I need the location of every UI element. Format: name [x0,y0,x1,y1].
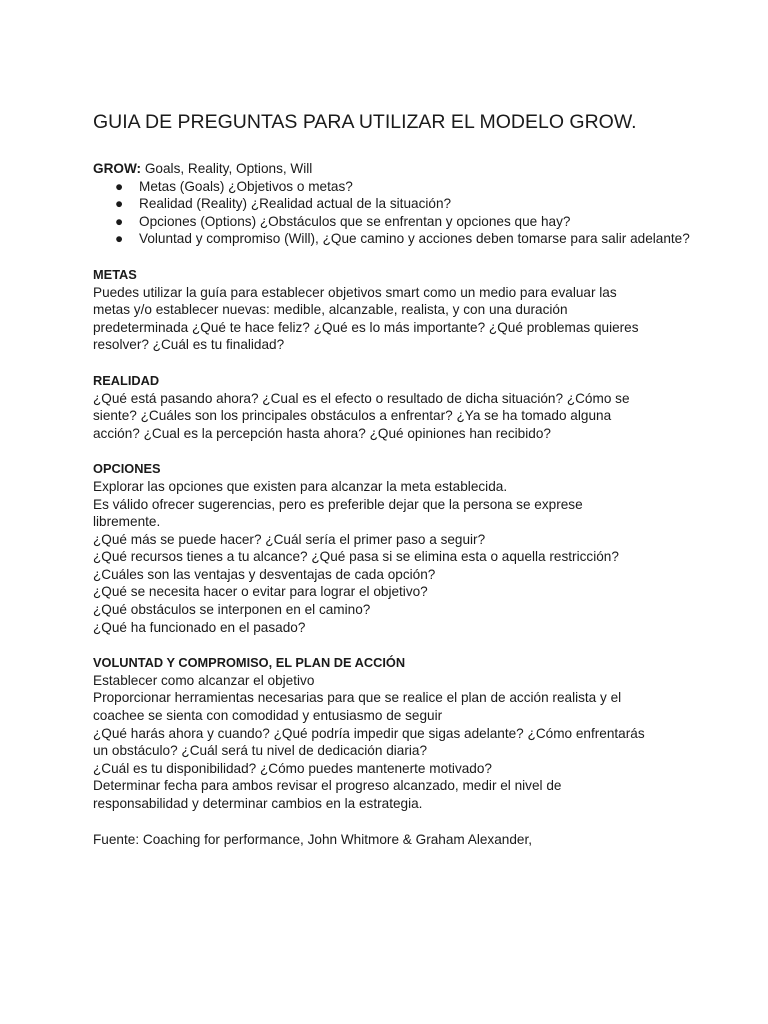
list-item-text: Voluntad y compromiso (Will), ¿Que camino y acciones deben tomarse para salir adelante? [139,231,690,247]
list-item [93,178,693,196]
section-heading: VOLUNTAD Y COMPROMISO, EL PLAN DE ACCIÓN [93,655,406,671]
bullet-icon: ● [115,231,124,247]
paragraph-line: siente? ¿Cuáles son los principales obstáculos a enfrentar? ¿Ya se ha tomado alguna [93,408,612,424]
paragraph-line: ¿Cuáles son las ventajas y desventajas de cada opción? [93,566,436,582]
section-opciones [93,460,693,636]
paragraph-line: resolver? ¿Cuál es tu finalidad? [93,337,285,353]
grow-definition [93,160,693,178]
section-voluntad [93,654,693,812]
bullet-icon: ● [115,196,124,212]
paragraph-line: Explorar las opciones que existen para alcanzar la meta establecida. [93,478,508,494]
paragraph-line: Es válido ofrecer sugerencias, pero es preferible dejar que la persona se exprese [93,496,583,512]
list-item [93,195,693,213]
list-item [93,230,693,248]
paragraph-line: Determinar fecha para ambos revisar el progreso alcanzado, medir el nivel de [93,778,562,794]
paragraph-line: un obstáculo? ¿Cuál será tu nivel de dedicación diaria? [93,743,428,759]
list-item-text: Realidad (Reality) ¿Realidad actual de la situación? [139,196,452,212]
grow-label: GROW: [93,161,142,176]
paragraph-line: libremente. [93,514,161,530]
grow-bullet-list [93,178,693,248]
list-item [93,213,693,231]
section-metas [93,266,693,354]
grow-intro [93,160,693,248]
paragraph-line: ¿Qué se necesita hacer o evitar para lograr el objetivo? [93,584,428,600]
paragraph-line: Proporcionar herramientas necesarias para que se realice el plan de acción realista y el [93,690,622,706]
paragraph-line: ¿Qué obstáculos se interponen en el camino? [93,602,371,618]
document-title: GUIA DE PREGUNTAS PARA UTILIZAR EL MODELO GROW. [93,111,637,133]
document-page [93,110,693,848]
paragraph-line: metas y/o establecer nuevas: medible, alcanzable, realista, y con una duración [93,302,568,318]
paragraph-line: ¿Qué está pasando ahora? ¿Cual es el efecto o resultado de dicha situación? ¿Cómo se [93,390,630,406]
paragraph-line: ¿Qué harás ahora y cuando? ¿Qué podría impedir que sigas adelante? ¿Cómo enfrentarás [93,725,645,741]
list-item-text: Opciones (Options) ¿Obstáculos que se enfrentan y opciones que hay? [139,213,571,229]
source-citation: Fuente: Coaching for performance, John Whitmore & Graham Alexander, [93,831,532,847]
bullet-icon: ● [115,178,124,194]
bullet-icon: ● [115,213,124,229]
section-heading: REALIDAD [93,372,160,388]
paragraph-line: ¿Qué recursos tienes a tu alcance? ¿Qué pasa si se elimina esta o aquella restricción? [93,549,619,565]
paragraph-line: acción? ¿Cual es la percepción hasta ahora? ¿Qué opiniones han recibido? [93,425,551,441]
grow-definition-text: Goals, Reality, Options, Will [141,161,313,176]
paragraph-line: ¿Qué más se puede hacer? ¿Cuál sería el primer paso a seguir? [93,531,486,547]
paragraph-line: predeterminada ¿Qué te hace feliz? ¿Qué es lo más importante? ¿Qué problemas quieres [93,319,639,335]
paragraph-line: Establecer como alcanzar el objetivo [93,672,315,688]
paragraph-line: coachee se sienta con comodidad y entusiasmo de seguir [93,708,443,724]
paragraph-line: ¿Qué ha funcionado en el pasado? [93,619,306,635]
list-item-text: Metas (Goals) ¿Objetivos o metas? [139,178,353,194]
paragraph-line: responsabilidad y determinar cambios en la estrategia. [93,796,423,811]
paragraph-line: Puedes utilizar la guía para establecer objetivos smart como un medio para evaluar las [93,284,617,300]
section-heading: METAS [93,266,137,282]
section-realidad [93,372,693,442]
paragraph-line: ¿Cuál es tu disponibilidad? ¿Cómo puedes mantenerte motivado? [93,760,492,776]
section-heading: OPCIONES [93,461,161,477]
